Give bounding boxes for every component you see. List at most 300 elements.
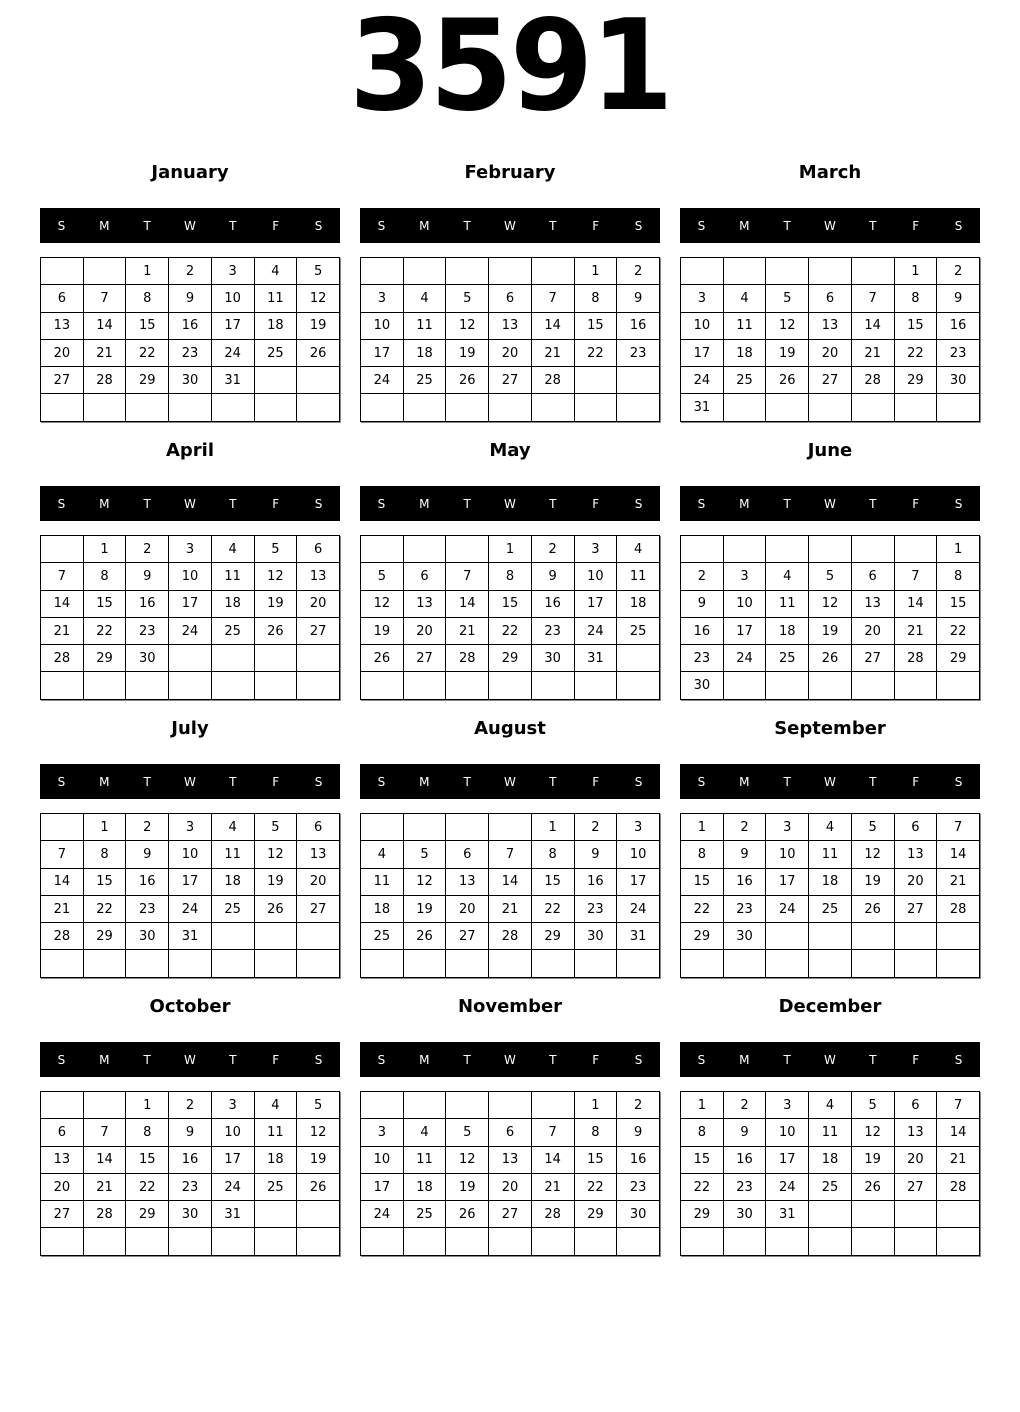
day-cell: 27 <box>41 1201 84 1228</box>
weekday-label: T <box>143 496 151 511</box>
day-cell: 23 <box>937 339 980 366</box>
day-cell: 13 <box>41 312 84 339</box>
day-cell: 21 <box>531 339 574 366</box>
day-cell: 23 <box>617 339 660 366</box>
day-cell: 20 <box>446 895 489 922</box>
day-cell <box>254 394 297 421</box>
day-cell: 3 <box>211 1092 254 1119</box>
day-cell: 15 <box>681 1146 724 1173</box>
day-cell: 1 <box>894 258 937 285</box>
day-cell: 8 <box>83 563 126 590</box>
day-cell <box>809 258 852 285</box>
day-cell <box>361 394 404 421</box>
day-cell: 4 <box>254 258 297 285</box>
day-cell <box>211 1228 254 1255</box>
weekday-label: F <box>912 496 920 511</box>
weekday-header-row <box>680 1042 980 1077</box>
month-block <box>680 719 980 981</box>
week-row <box>361 1146 660 1173</box>
day-cell: 26 <box>297 1173 340 1200</box>
day-cell: 8 <box>489 563 532 590</box>
week-row <box>681 645 980 672</box>
weekday-label: M <box>99 774 110 789</box>
weekday-label: T <box>783 218 791 233</box>
day-cell: 15 <box>83 590 126 617</box>
day-cell: 17 <box>574 590 617 617</box>
day-cell: 3 <box>574 536 617 563</box>
day-cell: 15 <box>574 1146 617 1173</box>
day-cell: 2 <box>617 1092 660 1119</box>
day-cell: 28 <box>41 923 84 950</box>
day-cell <box>254 367 297 394</box>
day-cell: 10 <box>361 1146 404 1173</box>
day-cell: 25 <box>723 367 766 394</box>
day-cell <box>446 950 489 977</box>
day-cell: 10 <box>766 841 809 868</box>
day-cell: 5 <box>297 258 340 285</box>
week-row <box>681 563 980 590</box>
day-cell <box>83 950 126 977</box>
day-cell: 18 <box>254 1146 297 1173</box>
day-cell: 13 <box>894 841 937 868</box>
weekday-header-row <box>680 764 980 799</box>
week-row <box>41 339 340 366</box>
day-cell: 23 <box>169 339 212 366</box>
day-cell: 15 <box>894 312 937 339</box>
day-cell: 29 <box>681 923 724 950</box>
day-cell <box>254 950 297 977</box>
week-row <box>361 645 660 672</box>
day-cell: 20 <box>894 868 937 895</box>
month-block <box>360 441 660 703</box>
day-cell: 9 <box>574 841 617 868</box>
weekday-label: T <box>549 496 557 511</box>
week-row <box>361 950 660 977</box>
day-cell: 15 <box>489 590 532 617</box>
day-cell <box>403 1092 446 1119</box>
day-cell: 8 <box>531 841 574 868</box>
day-cell: 13 <box>489 1146 532 1173</box>
week-row <box>681 814 980 841</box>
day-cell: 7 <box>83 1119 126 1146</box>
day-cell: 7 <box>531 285 574 312</box>
day-cell <box>169 394 212 421</box>
day-cell: 20 <box>489 1173 532 1200</box>
day-cell: 24 <box>723 645 766 672</box>
day-cell <box>851 1201 894 1228</box>
day-cell: 12 <box>446 312 489 339</box>
day-cell: 29 <box>83 645 126 672</box>
week-row <box>681 1146 980 1173</box>
day-cell: 25 <box>809 1173 852 1200</box>
day-cell: 22 <box>126 339 169 366</box>
day-cell: 11 <box>254 1119 297 1146</box>
week-row <box>41 841 340 868</box>
day-cell: 29 <box>126 367 169 394</box>
day-cell <box>254 923 297 950</box>
day-cell: 4 <box>211 814 254 841</box>
day-cell <box>83 672 126 699</box>
week-row <box>41 536 340 563</box>
week-row <box>681 285 980 312</box>
day-cell: 20 <box>489 339 532 366</box>
day-cell: 2 <box>126 814 169 841</box>
weekday-header-row <box>360 208 660 243</box>
day-cell <box>41 258 84 285</box>
week-row <box>361 312 660 339</box>
week-row <box>361 814 660 841</box>
weekday-label: W <box>824 218 836 233</box>
day-cell: 24 <box>681 367 724 394</box>
day-cell: 4 <box>403 1119 446 1146</box>
weekday-label: S <box>697 496 706 511</box>
day-grid <box>360 1091 660 1256</box>
day-cell: 28 <box>446 645 489 672</box>
day-cell <box>169 645 212 672</box>
day-cell: 7 <box>894 563 937 590</box>
weekday-label: T <box>783 774 791 789</box>
day-cell: 26 <box>851 1173 894 1200</box>
day-cell: 6 <box>297 536 340 563</box>
day-cell <box>723 672 766 699</box>
week-row <box>681 950 980 977</box>
day-cell: 30 <box>531 645 574 672</box>
day-cell <box>766 950 809 977</box>
weekday-label: T <box>143 774 151 789</box>
day-grid <box>360 813 660 978</box>
day-cell: 4 <box>723 285 766 312</box>
weekday-label: T <box>549 774 557 789</box>
day-cell: 27 <box>851 645 894 672</box>
day-cell: 21 <box>894 617 937 644</box>
day-cell <box>41 1228 84 1255</box>
day-cell: 31 <box>169 923 212 950</box>
day-cell <box>766 1228 809 1255</box>
day-cell: 10 <box>723 590 766 617</box>
day-cell <box>851 923 894 950</box>
day-cell: 2 <box>937 258 980 285</box>
day-cell <box>489 1228 532 1255</box>
day-cell: 17 <box>361 339 404 366</box>
day-cell: 22 <box>83 617 126 644</box>
day-cell: 17 <box>361 1173 404 1200</box>
week-row <box>41 563 340 590</box>
weekday-label: F <box>272 1052 280 1067</box>
day-cell <box>41 672 84 699</box>
day-cell: 11 <box>403 1146 446 1173</box>
day-cell: 23 <box>574 895 617 922</box>
day-cell: 28 <box>937 895 980 922</box>
day-cell: 10 <box>211 1119 254 1146</box>
day-cell <box>766 923 809 950</box>
weekday-label: W <box>184 496 196 511</box>
weekday-label: S <box>634 774 643 789</box>
day-cell <box>403 672 446 699</box>
day-cell: 12 <box>809 590 852 617</box>
day-cell <box>617 950 660 977</box>
day-cell: 4 <box>766 563 809 590</box>
day-grid <box>680 535 980 700</box>
day-cell: 7 <box>489 841 532 868</box>
day-cell <box>851 536 894 563</box>
day-cell: 11 <box>403 312 446 339</box>
day-cell <box>937 1201 980 1228</box>
day-cell: 4 <box>254 1092 297 1119</box>
day-cell: 12 <box>403 868 446 895</box>
weekday-label: M <box>419 496 430 511</box>
day-cell: 14 <box>41 868 84 895</box>
day-cell: 1 <box>574 258 617 285</box>
day-cell: 16 <box>681 617 724 644</box>
day-cell: 30 <box>169 367 212 394</box>
day-cell: 17 <box>723 617 766 644</box>
day-cell: 25 <box>766 645 809 672</box>
day-cell: 20 <box>297 590 340 617</box>
day-cell: 19 <box>446 339 489 366</box>
day-cell <box>723 1228 766 1255</box>
weekday-label: F <box>592 218 600 233</box>
month-name: July <box>171 718 209 739</box>
week-row <box>41 645 340 672</box>
week-row <box>681 339 980 366</box>
week-row <box>41 312 340 339</box>
day-cell: 31 <box>681 394 724 421</box>
day-cell: 2 <box>681 563 724 590</box>
day-cell <box>723 536 766 563</box>
weekday-label: T <box>229 1052 237 1067</box>
day-cell <box>446 1092 489 1119</box>
day-cell: 24 <box>211 339 254 366</box>
day-cell: 30 <box>617 1201 660 1228</box>
day-cell: 20 <box>41 1173 84 1200</box>
day-cell: 8 <box>126 1119 169 1146</box>
day-cell: 3 <box>723 563 766 590</box>
month-block <box>360 719 660 981</box>
day-cell: 26 <box>809 645 852 672</box>
day-cell: 4 <box>809 1092 852 1119</box>
month-name: November <box>457 996 563 1017</box>
day-cell <box>574 672 617 699</box>
day-cell: 27 <box>446 923 489 950</box>
day-cell <box>126 672 169 699</box>
day-cell: 11 <box>809 841 852 868</box>
weekday-label: M <box>419 774 430 789</box>
day-cell <box>937 1228 980 1255</box>
day-cell: 14 <box>446 590 489 617</box>
day-cell: 23 <box>723 1173 766 1200</box>
day-cell <box>361 258 404 285</box>
day-cell: 9 <box>169 285 212 312</box>
day-cell: 23 <box>126 617 169 644</box>
day-cell: 12 <box>254 841 297 868</box>
month-block <box>40 719 340 981</box>
week-row <box>681 1228 980 1255</box>
week-row <box>361 1173 660 1200</box>
week-row <box>361 672 660 699</box>
day-cell: 5 <box>766 285 809 312</box>
day-cell <box>489 258 532 285</box>
day-cell: 12 <box>446 1146 489 1173</box>
week-row <box>681 1173 980 1200</box>
weekday-label: M <box>99 496 110 511</box>
day-cell <box>446 394 489 421</box>
day-cell: 13 <box>41 1146 84 1173</box>
day-cell <box>937 950 980 977</box>
day-cell: 30 <box>126 645 169 672</box>
week-row <box>41 923 340 950</box>
day-cell: 1 <box>937 536 980 563</box>
weekday-label: F <box>912 774 920 789</box>
day-cell: 31 <box>211 1201 254 1228</box>
weekday-label: S <box>954 774 963 789</box>
week-row <box>361 563 660 590</box>
day-cell: 26 <box>446 367 489 394</box>
day-cell <box>211 923 254 950</box>
day-cell: 11 <box>211 841 254 868</box>
day-cell: 10 <box>617 841 660 868</box>
day-cell: 25 <box>403 367 446 394</box>
day-cell <box>937 923 980 950</box>
day-cell: 22 <box>894 339 937 366</box>
day-cell <box>41 1092 84 1119</box>
day-cell: 20 <box>41 339 84 366</box>
weekday-label: S <box>314 1052 323 1067</box>
day-cell: 1 <box>489 536 532 563</box>
day-cell: 28 <box>489 923 532 950</box>
day-cell: 12 <box>297 1119 340 1146</box>
day-cell: 21 <box>446 617 489 644</box>
day-cell: 27 <box>489 367 532 394</box>
day-cell: 24 <box>574 617 617 644</box>
weekday-label: S <box>634 1052 643 1067</box>
week-row <box>41 1201 340 1228</box>
day-cell: 20 <box>809 339 852 366</box>
week-row <box>681 312 980 339</box>
weekday-label: T <box>463 774 471 789</box>
day-cell: 14 <box>41 590 84 617</box>
weekday-label: S <box>57 774 66 789</box>
day-cell <box>361 672 404 699</box>
day-cell <box>809 672 852 699</box>
month-block <box>40 997 340 1259</box>
day-cell: 31 <box>211 367 254 394</box>
day-cell <box>489 394 532 421</box>
week-row <box>361 394 660 421</box>
day-cell <box>531 1228 574 1255</box>
day-cell <box>126 394 169 421</box>
day-cell <box>254 672 297 699</box>
day-cell: 10 <box>169 563 212 590</box>
weekday-label: S <box>377 218 386 233</box>
day-cell: 3 <box>361 1119 404 1146</box>
day-cell: 19 <box>361 617 404 644</box>
day-cell: 19 <box>403 895 446 922</box>
day-cell: 12 <box>297 285 340 312</box>
day-cell: 1 <box>126 1092 169 1119</box>
day-cell: 13 <box>809 312 852 339</box>
weekday-label: T <box>229 496 237 511</box>
day-cell: 8 <box>574 1119 617 1146</box>
day-cell <box>574 950 617 977</box>
day-cell <box>681 1228 724 1255</box>
day-cell: 18 <box>403 1173 446 1200</box>
day-cell: 15 <box>531 868 574 895</box>
day-cell <box>574 394 617 421</box>
day-cell <box>297 950 340 977</box>
week-row <box>681 536 980 563</box>
day-cell: 12 <box>766 312 809 339</box>
day-cell: 19 <box>851 868 894 895</box>
day-cell <box>894 923 937 950</box>
day-cell <box>446 536 489 563</box>
day-cell: 30 <box>126 923 169 950</box>
day-cell <box>446 672 489 699</box>
day-cell: 9 <box>169 1119 212 1146</box>
day-cell: 27 <box>809 367 852 394</box>
week-row <box>41 367 340 394</box>
day-cell <box>403 814 446 841</box>
day-cell: 11 <box>254 285 297 312</box>
day-cell: 18 <box>723 339 766 366</box>
day-cell <box>681 950 724 977</box>
day-cell: 11 <box>723 312 766 339</box>
day-cell <box>126 950 169 977</box>
day-cell: 15 <box>83 868 126 895</box>
weekday-label: F <box>592 774 600 789</box>
day-cell: 13 <box>297 563 340 590</box>
day-cell: 6 <box>489 1119 532 1146</box>
months-grid <box>40 163 980 1259</box>
day-cell: 6 <box>851 563 894 590</box>
weekday-label: T <box>783 496 791 511</box>
weekday-label: S <box>314 496 323 511</box>
weekday-label: S <box>697 1052 706 1067</box>
day-cell <box>211 672 254 699</box>
day-cell: 8 <box>126 285 169 312</box>
day-cell <box>41 394 84 421</box>
day-cell <box>489 950 532 977</box>
day-cell: 14 <box>531 312 574 339</box>
day-cell: 14 <box>851 312 894 339</box>
weekday-label: M <box>99 218 110 233</box>
day-cell: 1 <box>681 1092 724 1119</box>
day-cell: 18 <box>211 868 254 895</box>
weekday-label: W <box>504 774 516 789</box>
weekday-label: S <box>954 496 963 511</box>
weekday-label: T <box>229 774 237 789</box>
day-cell: 24 <box>766 895 809 922</box>
day-cell <box>297 367 340 394</box>
day-cell: 4 <box>617 536 660 563</box>
weekday-label: F <box>272 496 280 511</box>
weekday-label: S <box>634 496 643 511</box>
day-cell <box>361 814 404 841</box>
week-row <box>681 895 980 922</box>
day-cell <box>809 950 852 977</box>
day-cell <box>297 672 340 699</box>
day-cell: 30 <box>574 923 617 950</box>
day-cell <box>766 258 809 285</box>
weekday-label: M <box>419 218 430 233</box>
day-cell: 21 <box>83 1173 126 1200</box>
week-row <box>681 617 980 644</box>
week-row <box>681 1119 980 1146</box>
weekday-label: F <box>592 1052 600 1067</box>
day-cell: 4 <box>809 814 852 841</box>
day-cell: 8 <box>937 563 980 590</box>
day-cell: 19 <box>766 339 809 366</box>
day-cell <box>361 950 404 977</box>
